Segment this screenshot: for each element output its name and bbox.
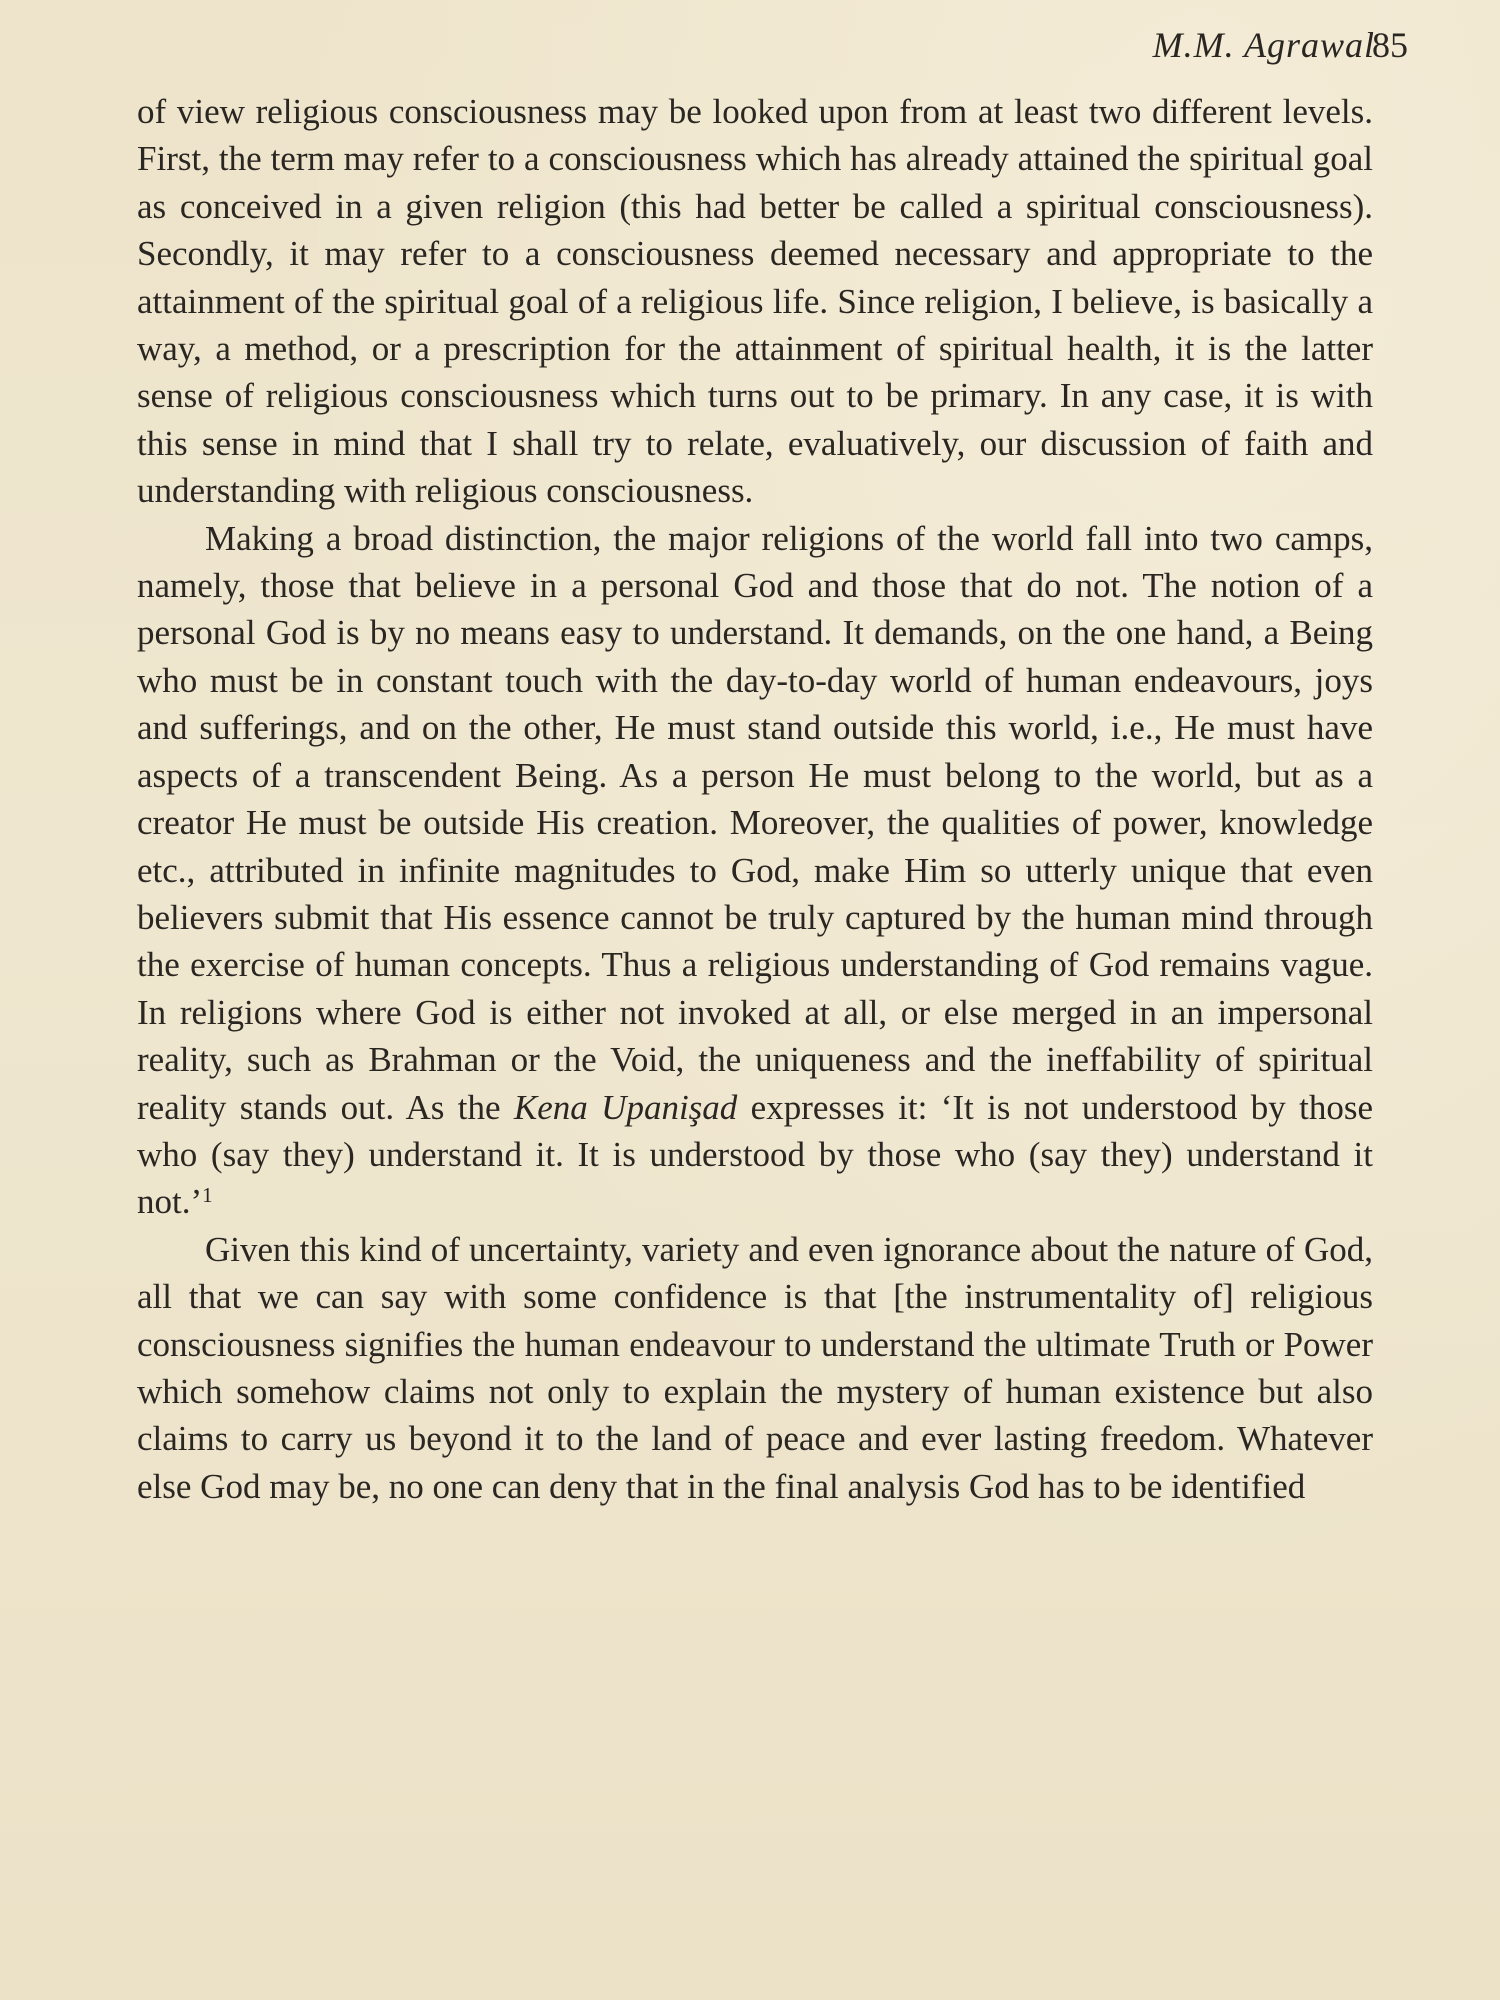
body-text xyxy=(137,88,1373,1510)
paragraph-2-text: Making a broad distinction, the major religions of the world fall into two camps, namely, those that believe in a personal God and those that do not. The notion of a personal God is by no means easy to understand. It demands, on the one hand, a Being who must be in constant touch with the day-to-day world of human endeavours, joys and sufferings, and on the other, He must stand outside this world, i.e., He must have aspects of a transcendent Being. As a person He must belong to the world, but as a creator He must be outside His creation. Moreover, the qualities of power, knowledge etc., attributed in infinite magnitudes to God, make Him so utterly unique that even believers submit that His essence cannot be truly captured by the human mind through the exercise of human concepts. Thus a religious understanding of God remains vague. In religions where God is either not invoked at all, or else merged in an impersonal reality, such as Brahman or the Void, the uniqueness and the ineffability of spiritual reality stands out. As the xyxy=(137,518,1373,1127)
book-title-kena-upanisad: Kena Upanişad xyxy=(513,1087,738,1127)
paragraph-3 xyxy=(137,1226,1373,1510)
paragraph-1 xyxy=(137,88,1373,515)
author-name: M.M. Agrawal xyxy=(1152,25,1375,65)
footnote-marker: 1 xyxy=(202,1183,213,1208)
paragraph-1-text: of view religious consciousness may be looked upon from at least two different levels. First, the term may refer to a consciousness which has already attained the spiritual goal as conceived in a given religion (this had better be called a spiritual consciousness). Secondly, it may refer to a consciousness deemed necessary and appropriate to the attainment of the spiritual goal of a religious life. Since religion, I believe, is basically a way, a method, or a prescription for the attainment of spiritual health, it is the latter sense of religious consciousness which turns out to be primary. In any case, it is with this sense in mind that I shall try to relate, evaluatively, our discussion of faith and understanding with religious consciousness. xyxy=(137,92,1373,511)
paragraph-2 xyxy=(137,515,1373,1226)
page-number: 85 xyxy=(1372,25,1408,65)
running-head xyxy=(0,20,1500,70)
paragraph-3-text: Given this kind of uncertainty, variety and even ignorance about the nature of God, all that we can say with some confidence is that [the instrumentality of] religious consciousness signifies the human endeavour to understand the ultimate Truth or Power which somehow claims not only to explain the mystery of human existence but also claims to carry us beyond it to the land of peace and ever lasting freedom. Whatever else God may be, no one can deny that in the final analysis God has to be identified xyxy=(137,1229,1373,1506)
paragraph-2-quote: expresses it: ‘It is not understood by those who (say they) understand it. It is understood by those who (say they) understand it not.’ xyxy=(137,1087,1374,1222)
